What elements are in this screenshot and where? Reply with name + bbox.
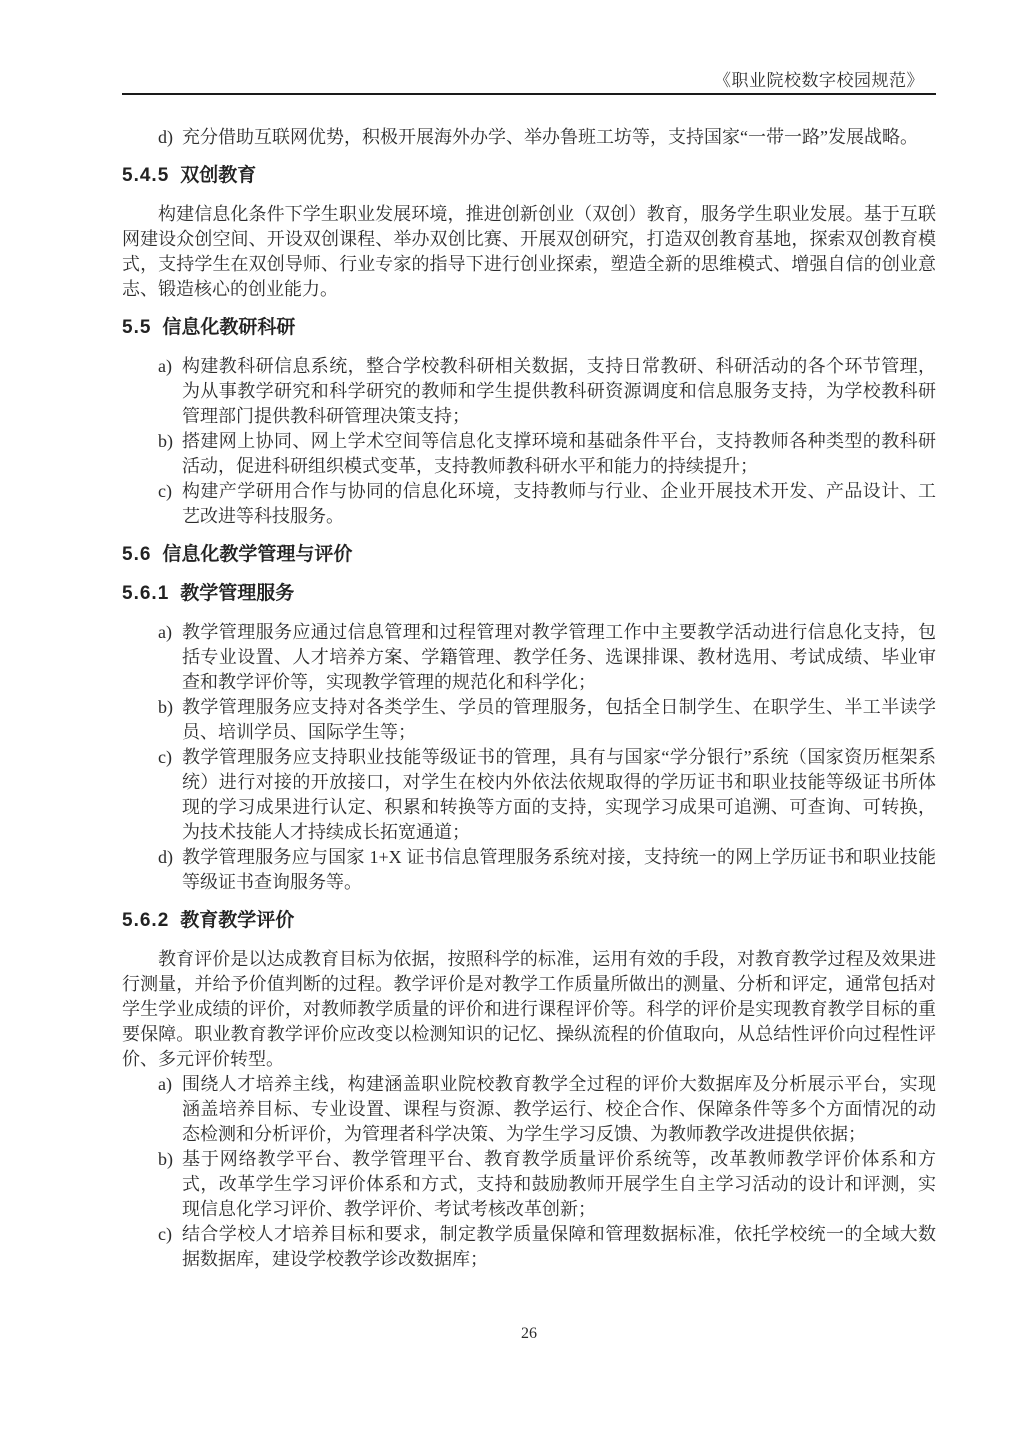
document-title: 《职业院校数字校园规范》 <box>714 71 924 90</box>
list-text: 充分借助互联网优势，积极开展海外办学、举办鲁班工坊等，支持国家“一带一路”发展战略。 <box>182 127 918 147</box>
heading-title: 双创教育 <box>180 165 257 186</box>
list-text: 结合学校人才培养目标和要求，制定教学质量保障和管理数据标准，依托学校统一的全域大数据数据库，建设学校教学诊改数据库； <box>182 1224 936 1269</box>
list-item-b-evaluation-reform <box>122 1147 936 1222</box>
section-heading-5-5 <box>122 315 936 340</box>
paragraph-education-evaluation: 教育评价是以达成教育目标为依据，按照科学的标准，运用有效的手段，对教育教学过程及效果进行测量，并给予价值判断的过程。教学评价是对教学工作质量所做出的测量、分析和评定，通常包括对学生学业成绩的评价，对教师教学质量的评价和进行课程评价等。科学的评价是实现教育教学目标的重要保障。职业教育教学评价应改变以检测知识的记忆、操纵流程的价值取向，从总结性评价向过程性评价、多元评价转型。 <box>122 949 936 1069</box>
list-marker: c) <box>158 747 172 767</box>
list-item-d-1x-certificate <box>122 845 936 895</box>
list-marker: b) <box>158 431 173 451</box>
list-text: 教学管理服务应支持对各类学生、学员的管理服务，包括全日制学生、在职学生、半工半读学员、培训学员、国际学生等； <box>182 697 936 742</box>
section-heading-5-6 <box>122 542 936 567</box>
paragraph-innovation-education: 构建信息化条件下学生职业发展环境，推进创新创业（双创）教育，服务学生职业发展。基于互联网建设众创空间、开设双创课程、举办双创比赛、开展双创研究，打造双创教育基地，探索双创教育模式，支持学生在双创导师、行业专家的指导下进行创业探索，塑造全新的思维模式、增强自信的创业意志、锻造核心的创业能力。 <box>122 204 936 299</box>
header-divider <box>122 93 936 95</box>
list-marker: d) <box>158 847 173 867</box>
list-text: 教学管理服务应通过信息管理和过程管理对教学管理工作中主要教学活动进行信息化支持，包括专业设置、人才培养方案、学籍管理、教学任务、选课排课、教材选用、考试成绩、毕业审查和教学评价等，实现教学管理的规范化和科学化； <box>182 622 936 692</box>
page-body <box>122 125 936 1272</box>
heading-title: 教学管理服务 <box>180 583 295 604</box>
list-text: 搭建网上协同、网上学术空间等信息化支撑环境和基础条件平台，支持教师各种类型的教科研活动，促进科研组织模式变革，支持教师教科研水平和能力的持续提升； <box>182 431 936 476</box>
list-marker: a) <box>158 1074 172 1094</box>
heading-number: 5.6.1 <box>122 583 170 604</box>
list-item-c-certificate-management <box>122 745 936 845</box>
heading-title: 信息化教学管理与评价 <box>162 544 353 565</box>
heading-number: 5.4.5 <box>122 165 170 186</box>
list-item-c-industry-cooperation <box>122 479 936 529</box>
list-item-b-student-types <box>122 695 936 745</box>
list-item-a-research-system <box>122 354 936 429</box>
content-column <box>122 0 936 1272</box>
heading-number: 5.6 <box>122 544 152 565</box>
section-heading-5-6-1 <box>122 581 936 606</box>
list-text: 构建教科研信息系统，整合学校教科研相关数据，支持日常教研、科研活动的各个环节管理，为从事教学研究和科学研究的教师和学生提供教科研资源调度和信息服务支持，为学校教科研管理部门提供教科研管理决策支持； <box>182 356 936 426</box>
list-marker: d) <box>158 127 173 147</box>
list-item-b-online-collaboration <box>122 429 936 479</box>
list-text: 教学管理服务应与国家 1+X 证书信息管理服务系统对接，支持统一的网上学历证书和职业技能等级证书查询服务等。 <box>182 847 936 892</box>
list-marker: b) <box>158 1149 173 1169</box>
list-marker: c) <box>158 1224 172 1244</box>
list-item-c-quality-data-standard <box>122 1222 936 1272</box>
list-item-a-teaching-management <box>122 620 936 695</box>
heading-number: 5.6.2 <box>122 910 170 931</box>
heading-number: 5.5 <box>122 317 152 338</box>
list-marker: a) <box>158 356 172 376</box>
list-text: 构建产学研用合作与协同的信息化环境，支持教师与行业、企业开展技术开发、产品设计、工艺改进等科技服务。 <box>182 481 936 526</box>
list-text: 教学管理服务应支持职业技能等级证书的管理，具有与国家“学分银行”系统（国家资历框架系统）进行对接的开放接口，对学生在校内外依法依规取得的学历证书和职业技能等级证书所体现的学习成果进行认定、积累和转换等方面的支持，实现学习成果可追溯、可查询、可转换，为技术技能人才持续成长拓宽通道； <box>182 747 936 842</box>
section-heading-5-4-5 <box>122 163 936 188</box>
list-marker: b) <box>158 697 173 717</box>
heading-title: 信息化教研科研 <box>162 317 296 338</box>
list-item-d-international <box>122 125 936 150</box>
list-marker: c) <box>158 481 172 501</box>
page-number: 26 <box>521 1325 537 1342</box>
page-header <box>122 0 936 95</box>
list-item-a-evaluation-database <box>122 1072 936 1147</box>
list-text: 基于网络教学平台、教学管理平台、教育教学质量评价系统等，改革教师教学评价体系和方式，改革学生学习评价体系和方式，支持和鼓励教师开展学生自主学习活动的设计和评测，实现信息化学习评价、教学评价、考试考核改革创新； <box>182 1149 936 1219</box>
heading-title: 教育教学评价 <box>180 910 295 931</box>
section-heading-5-6-2 <box>122 908 936 933</box>
list-text: 围绕人才培养主线，构建涵盖职业院校教育教学全过程的评价大数据库及分析展示平台，实现涵盖培养目标、专业设置、课程与资源、教学运行、校企合作、保障条件等多个方面情况的动态检测和分析评价，为管理者科学决策、为学生学习反馈、为教师教学改进提供依据； <box>182 1074 936 1144</box>
list-marker: a) <box>158 622 172 642</box>
